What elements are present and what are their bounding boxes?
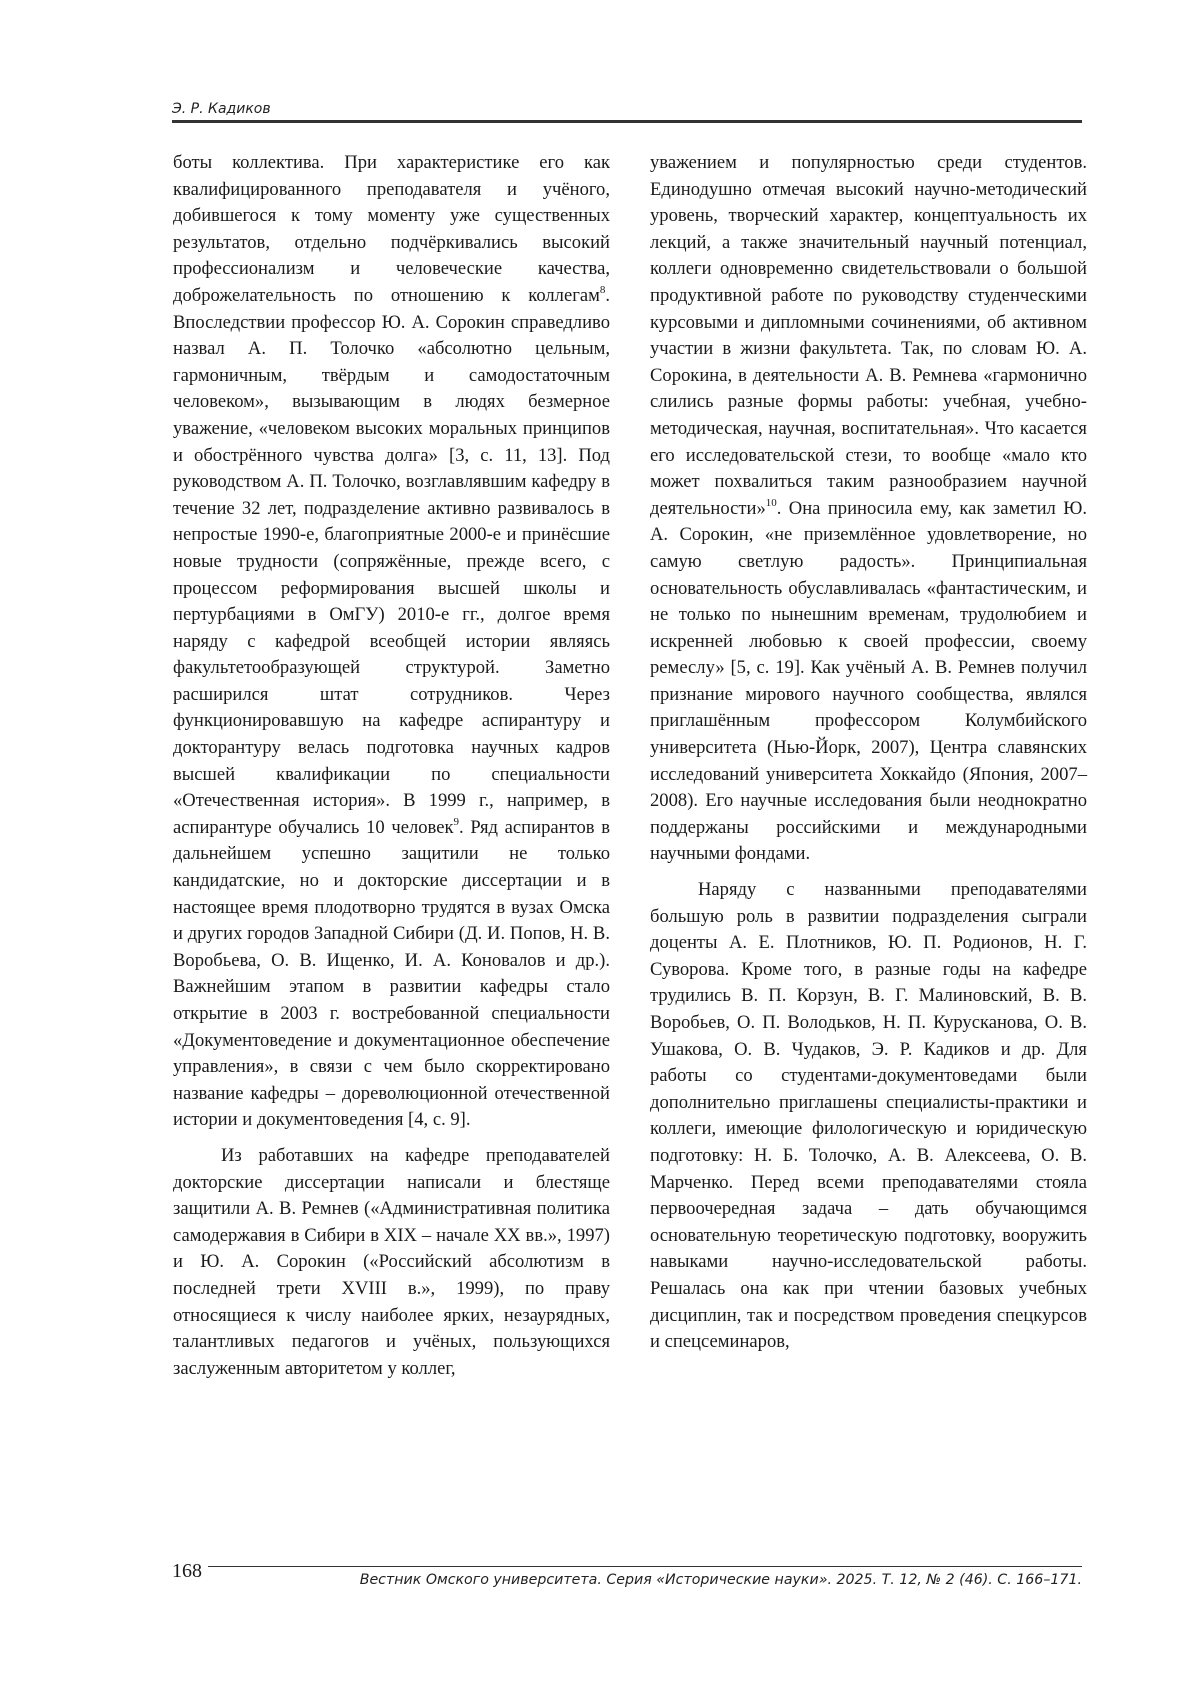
text-segment: . Она приносила ему, как заметил Ю. А. Сорокин, «не приземлённое удовлетворение, но самую светлую радость». Принципиальная основательность обуславливалась «фантастическим, и не только по нынешним временам, трудолюбием и искренней любовью к своей профессии, своему ремеслу» [5, с. 19]. Как учёный А. В. Ремнев получил признание мирового научного сообщества, являлся приглашённым профессором Колумбийского университета (Нью-Йорк, 2007), Центра славянских исследований университета Хоккайдо (Япония, 2007–2008). Его научные исследования были неоднократно поддержаны российскими и международными научными фондами.	[650, 497, 1087, 865]
paragraph	[173, 150, 610, 1134]
right-column	[650, 150, 1087, 1356]
footer-divider	[208, 1566, 1082, 1567]
text-segment: . Ряд аспирантов в дальнейшем успешно защитили не только кандидатские, но и докторские диссертации и в настоящее время плодотворно трудятся в вузах Омска и других городов Западной Сибири (Д. И. Попов, Н. В. Воробьева, О. В. Ищенко, И. А. Коновалов и др.). Важнейшим этапом в развитии кафедры стало открытие в 2003 г. востребованной специальности «Документоведение и документационное обеспечение управления», в связи с чем было скорректировано название кафедры – дореволюционной отечественной истории и документоведения [4, с. 9].	[173, 816, 610, 1131]
text-segment: боты коллектива. При характеристике его как квалифицированного преподавателя и учёного, добившегося к тому моменту уже существенных результатов, отдельно подчёркивались высокий профессионализм и человеческие качества, доброжелательность по отношению к коллегам	[173, 152, 610, 306]
paragraph: Наряду с названными преподавателями большую роль в развитии подразделения сыграли доценты А. Е. Плотников, Ю. П. Родионов, Н. Г. Суворова. Кроме того, в разные годы на кафедре трудились В. П. Корзун, В. Г. Малиновский, В. В. Воробьев, О. П. Володьков, Н. П. Курусканова, О. В. Ушакова, О. В. Чудаков, Э. Р. Кадиков и др. Для работы со студентами-документоведами были дополнительно приглашены специалисты-практики и коллеги, имеющие филологическую и юридическую подготовку: Н. Б. Толочко, А. В. Алексеева, О. В. Марченко. Перед всеми преподавателями стояла первоочередная задача – дать обучающимся основательную теоретическую подготовку, вооружить навыками научно-исследовательской работы. Решалась она как при чтении базовых учебных дисциплин, так и посредством проведения спецкурсов и спецсеминаров,	[650, 879, 1087, 1353]
page-number: 168	[172, 1560, 202, 1582]
paragraph	[650, 150, 1087, 868]
page-footer	[172, 1560, 1082, 1590]
text-segment: . Впоследствии профессор Ю. А. Сорокин справедливо назвал А. П. Толочко «абсолютно цельным, гармоничным, твёрдым и самодостаточным человеком», вызывающим в людях безмерное уважение, «человеком высоких моральных принципов и обострённого чувства долга» [3, с. 11, 13]. Под руководством А. П. Толочко, возглавлявшим кафедру в течение 32 лет, подразделение активно развивалось в непростые 1990-е, благоприятные 2000-е и принёсшие новые трудности (сопряжённые, прежде всего, с процессом реформирования высшей школы и пертурбациями в ОмГУ) 2010-е гг., долгое время наряду с кафедрой всеобщей истории являясь факультетообразующей структурой. Заметно расширился штат сотрудников. Через функционировавшую на кафедре аспирантуру и докторантуру велась подготовка научных кадров высшей квалификации по специальности «Отечественная история». В 1999 г., например, в аспирантуре обучались 10 человек	[173, 284, 610, 838]
footnote-ref: 9	[453, 815, 459, 828]
footnote-ref: 10	[765, 496, 777, 509]
paragraph: Из работавших на кафедре преподавателей докторские диссертации написали и блестяще защитили А. В. Ремнев («Административная политика самодержавия в Сибири в XIX – начале XX вв.», 1997) и Ю. А. Сорокин («Российский абсолютизм в последней трети XVIII в.», 1999), по праву относящиеся к числу наиболее ярких, незаурядных, талантливых педагогов и учёных, пользующихся заслуженным авторитетом у коллег,	[173, 1144, 610, 1379]
left-column	[173, 150, 610, 1382]
running-head-author: Э. Р. Кадиков	[172, 101, 1082, 123]
footnote-ref: 8	[599, 283, 606, 296]
text-segment: уважением и популярностью среди студентов. Единодушно отмечая высокий научно-методический уровень, творческий характер, концептуальность их лекций, а также значительный научный потенциал, коллеги одновременно свидетельствовали о большой продуктивной работе по руководству студенческими курсовыми и дипломными сочинениями, об активном участии в жизни факультета. Так, по словам Ю. А. Сорокина, в деятельности А. В. Ремнева «гармонично слились разные формы работы: учебная, учебно-методическая, научная, воспитательная». Что касается его исследовательской стези, то вообще «мало кто может похвалиться таким разнообразием научной деятельности»	[650, 152, 1087, 519]
journal-citation: Вестник Омского университета. Серия «Исторические науки». 2025. Т. 12, № 2 (46). С. 166–171.	[359, 1572, 1082, 1588]
